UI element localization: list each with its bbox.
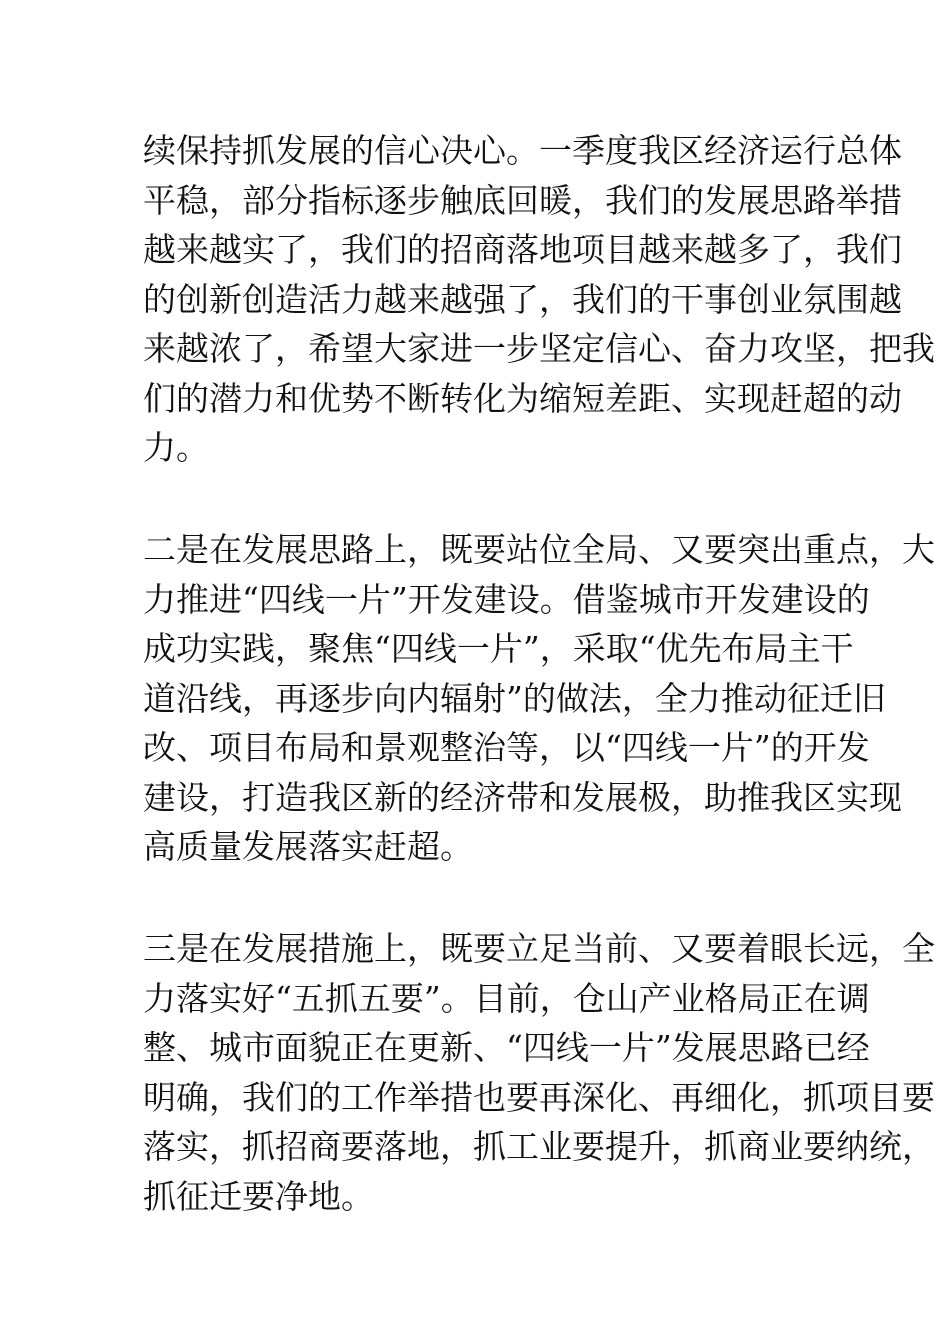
paragraph-continuation [143,126,935,473]
text-line: 二是在发展思路上，既要站位全局、又要突出重点，大 [143,530,935,569]
text-line: 高质量发展落实赶超。 [143,827,473,866]
paragraph-development-measures [143,924,935,1221]
text-line: 改、项目布局和景观整治等，以“四线一片”的开发 [143,728,870,767]
text-line: 们的潜力和优势不断转化为缩短差距、实现赶超的动 [143,378,902,418]
text-line: 明确，我们的工作举措也要再深化、再细化，抓项目要 [143,1077,935,1117]
text-line: 道沿线，再逐步向内辐射”的做法，全力推动征迁旧 [143,678,886,718]
text-line: 力落实好“五抓五要”。目前，仓山产业格局正在调 [143,978,870,1018]
text-line: 来越浓了，希望大家进一步坚定信心、奋力攻坚，把我 [143,329,935,368]
text-line: 力。 [143,428,209,467]
paragraph-development-approach [143,525,935,872]
text-line: 越来越实了，我们的招商落地项目越来越多了，我们 [143,230,902,269]
text-line: 落实，抓招商要落地，抓工业要提升，抓商业要纳统， [143,1127,935,1166]
text-line: 整、城市面貌正在更新、“四线一片”发展思路已经 [143,1028,870,1067]
text-line: 的创新创造活力越来越强了，我们的干事创业氛围越 [143,279,902,319]
text-line: 平稳，部分指标逐步触底回暖，我们的发展思路举措 [143,180,902,220]
text-line: 续保持抓发展的信心决心。一季度我区经济运行总体 [143,131,902,170]
text-line: 三是在发展措施上，既要立足当前、又要着眼长远，全 [143,929,935,968]
text-line: 抓征迁要净地。 [143,1176,374,1216]
text-line: 成功实践，聚焦“四线一片”，采取“优先布局主干 [143,629,854,668]
text-line: 力推进“四线一片”开发建设。借鉴城市开发建设的 [143,579,870,619]
text-line: 建设，打造我区新的经济带和发展极，助推我区实现 [143,777,902,817]
